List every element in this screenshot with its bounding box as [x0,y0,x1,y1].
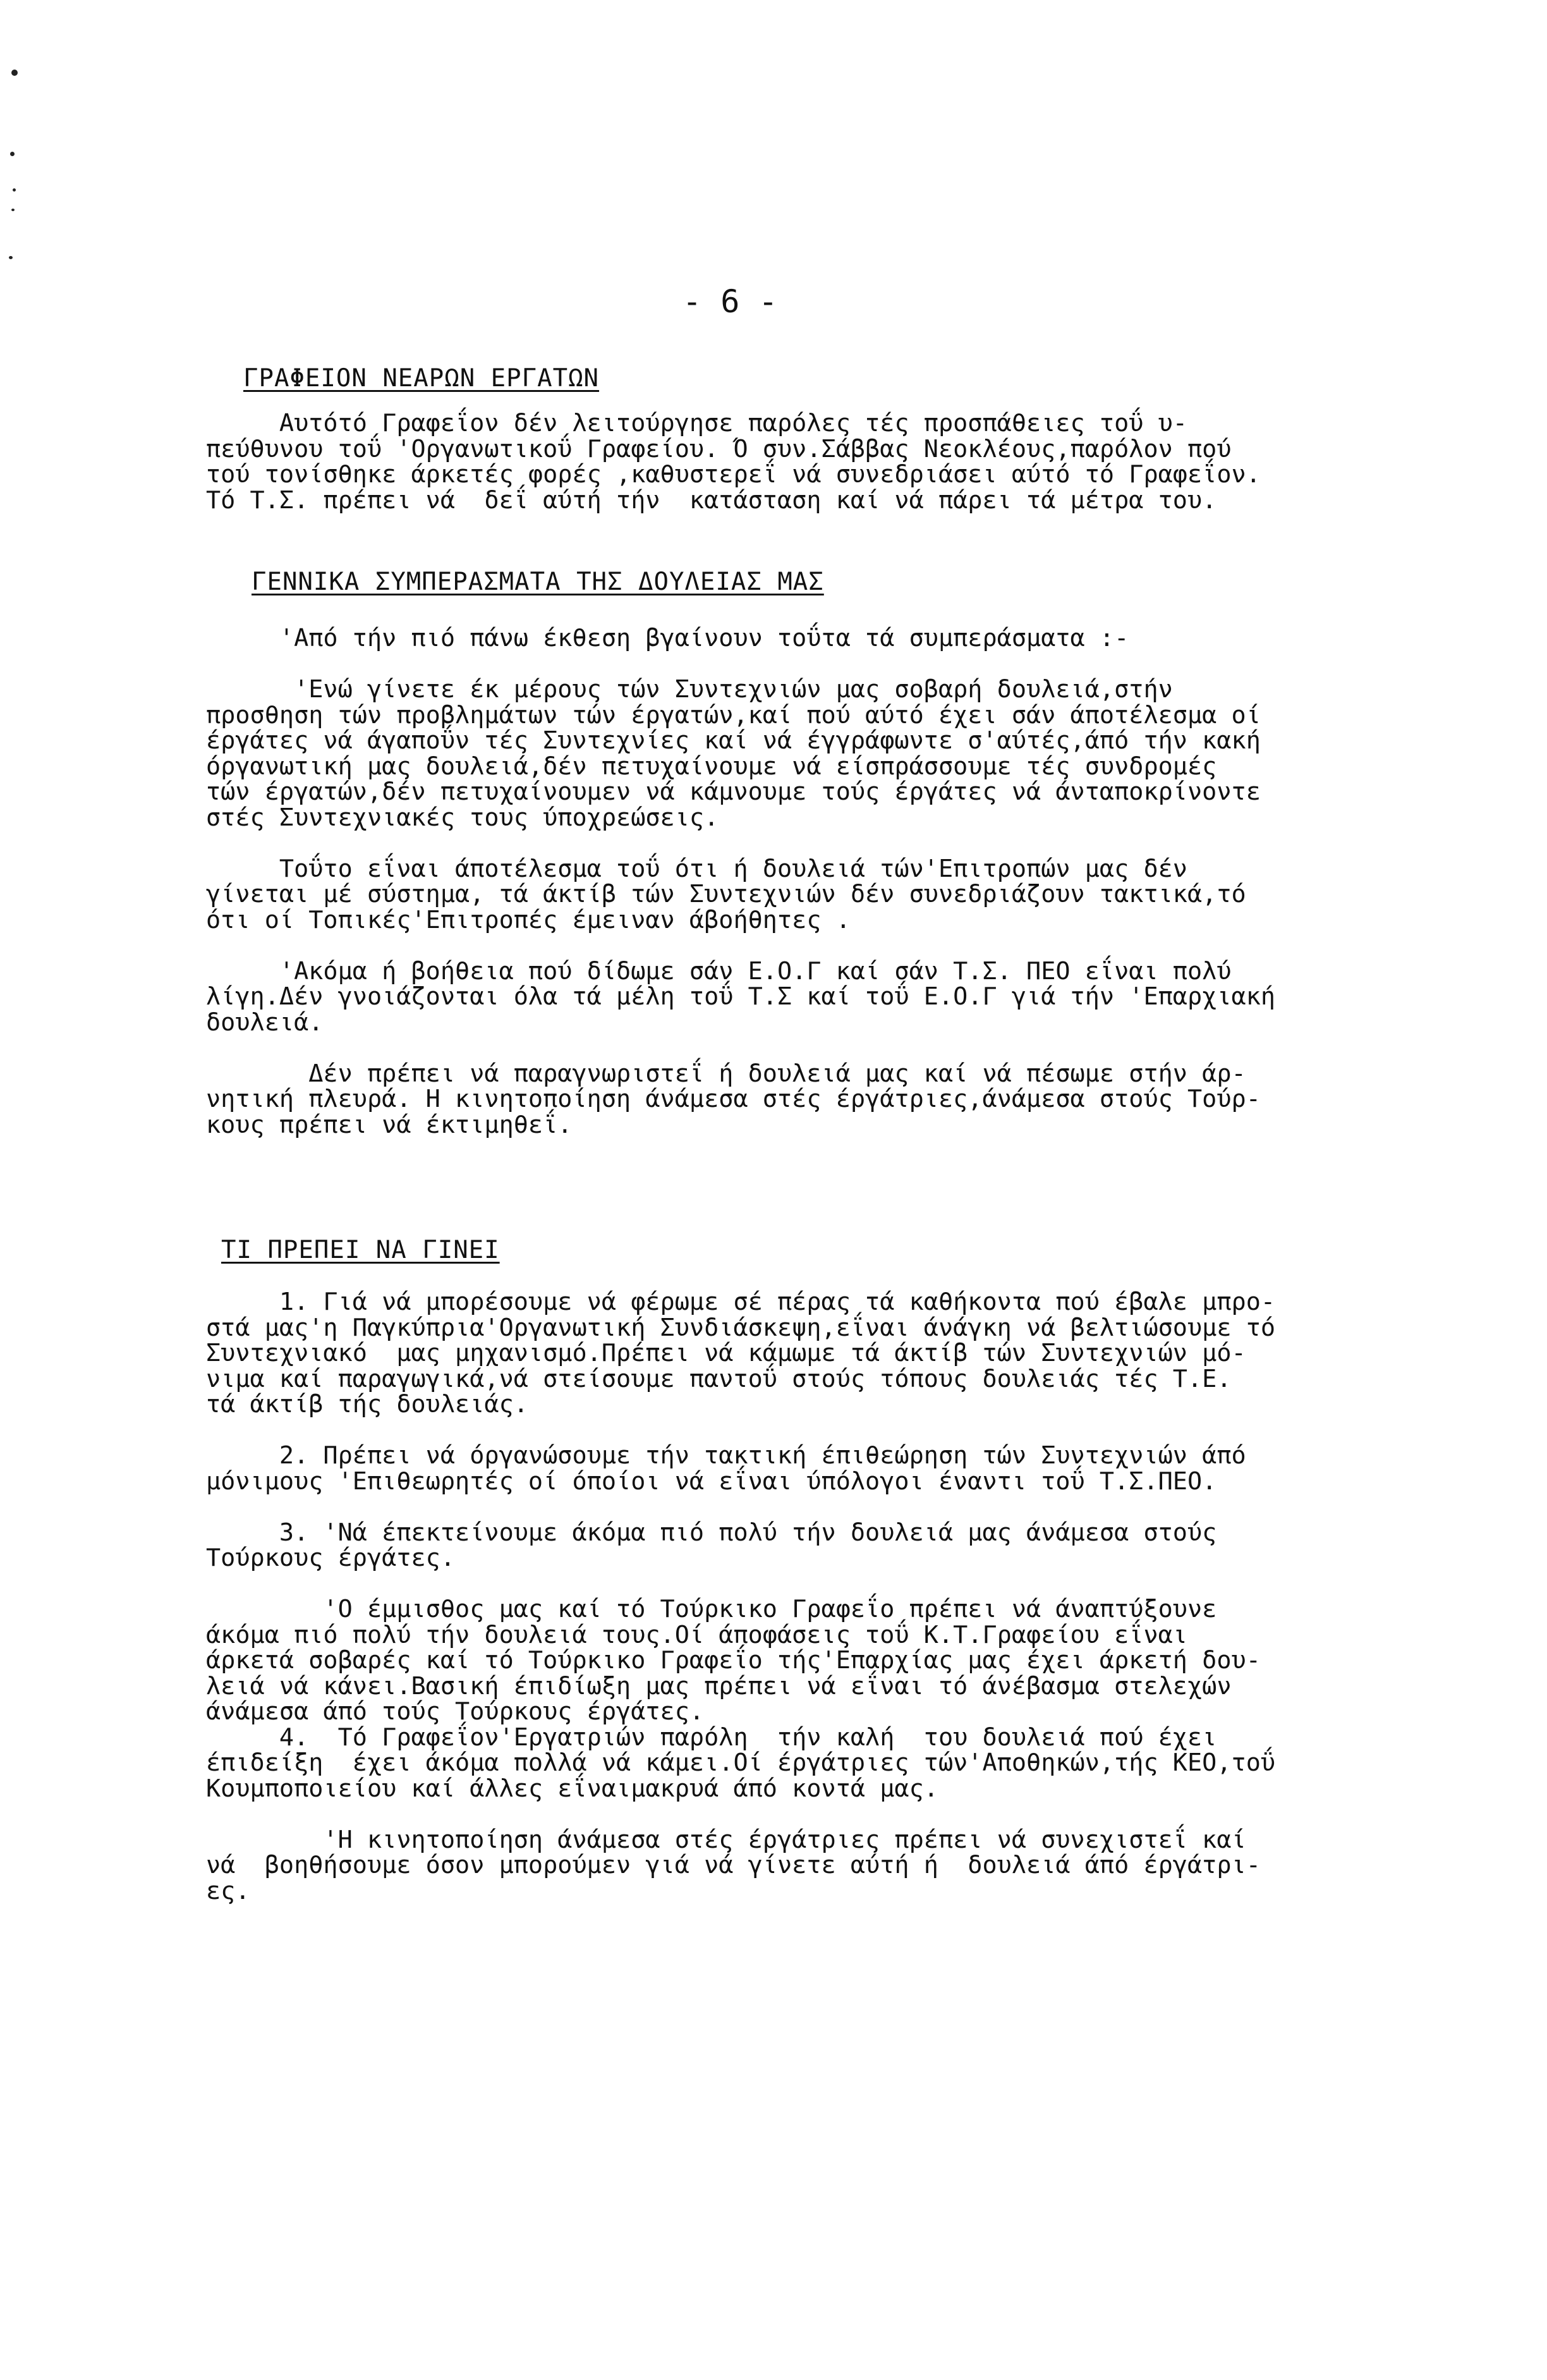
text-line: 2. Πρέπει νά όργανώσουμε τήν τακτική έπιθεώρηση τών Συντεχνιών άπό [206,1441,1246,1470]
text-line: 'Από τήν πιό πάνω έκθεση βγαίνουν τοΰτα τά συμπεράσματα :- [206,624,1129,652]
text-line: τού τονίσθηκε άρκετές φορές ,καθυστερεΐ νά συνεδριάσει αύτό τό Γραφεΐον. [206,460,1261,489]
margin-speck [11,70,18,76]
text-line: Τούρκους έργάτες. [206,1544,456,1572]
page-number: - 6 - [682,283,778,320]
text-line: ες. [206,1876,250,1905]
text-line: έργάτες νά άγαποΰν τές Συντεχνίες καί νά έγγράφωντε σ'αύτές,άπό τήν κακή [206,726,1261,755]
text-line: τών έργατών,δέν πετυχαίνουμεν νά κάμνουμε τούς έργάτες νά άνταποκρίνοντε [206,778,1261,806]
text-line: Αυτότό Γραφεΐον δέν λειτούργησε παρόλες τές προσπάθειες τοΰ υ- [206,409,1187,437]
text-line: Συντεχνιακό μας μηχανισμό.Πρέπει νά κάμωμε τά άκτίβ τών Συντεχνιών μό- [206,1339,1246,1367]
text-line [206,1418,1419,1444]
section-body-young-workers [206,411,1419,513]
section-body-what-must-be-done [206,1290,1419,1904]
text-line: όργανωτική μας δουλειά,δέν πετυχαίνουμε νά είσπράσσουμε τές συνδρομές [206,752,1217,781]
text-line [206,1494,1419,1520]
text-line: 4. Τό Γραφεΐον'Εργατριών παρόλη τήν καλή του δουλειά πού έχει [206,1723,1217,1752]
text-line [206,1802,1419,1828]
text-line: 1. Γιά νά μπορέσουμε νά φέρωμε σέ πέρας τά καθήκοντα πού έβαλε μπρο- [206,1288,1276,1316]
text-line: 3. 'Νά έπεκτείνουμε άκόμα πιό πολύ τήν δουλειά μας άνάμεσα στούς [206,1518,1217,1547]
text-line: 'Ακόμα ή βοήθεια πού δίδωμε σάν Ε.Ο.Γ καί σάν Τ.Σ. ΠΕΟ εΐναι πολύ [206,956,1232,986]
text-line [206,1035,1419,1061]
text-line: έπιδείξη έχει άκόμα πολλά νά κάμει.Οί έργάτριες τών'Αποθηκών,τής ΚΕΟ,τοΰ [206,1748,1276,1777]
margin-speck [9,256,13,259]
text-line: δουλειά. [206,1008,324,1037]
text-line: στές Συντεχνιακές τους ύποχρεώσεις. [206,803,719,832]
text-line: 'Ενώ γίνετε έκ μέρους τών Συντεχνιών μας σοβαρή δουλειά,στήν [206,675,1173,704]
section-heading-young-workers: ΓΡΑΦΕΙΟΝ ΝΕΑΡΩΝ ΕΡΓΑΤΩΝ [243,364,600,393]
text-line: ότι οί Τοπικές'Επιτροπές έμειναν άβοήθητες . [206,905,851,934]
text-line [206,831,1419,857]
text-line [206,933,1419,959]
text-line: άρκετά σοβαρές καί τό Τούρκικο Γραφεΐο τής'Επαρχίας μας έχει άρκετή δου- [206,1646,1261,1675]
text-line: Κουμποποιείου καί άλλες εΐναιμακρυά άπό κοντά μας. [206,1774,938,1803]
text-line: μόνιμους 'Επιθεωρητές οί όποίοι νά εΐναι ύπόλογοι έναντι τοΰ Τ.Σ.ΠΕΟ. [206,1467,1217,1496]
text-line: πεύθυνου τοΰ 'Οργανωτικοΰ Γραφείου. Ό συν.Σάββας Νεοκλέους,παρόλον πού [206,434,1232,463]
text-line: Τό Τ.Σ. πρέπει νά δεΐ αύτή τήν κατάσταση καί νά πάρει τά μέτρα του. [206,485,1217,515]
text-line: 'Η κινητοποίηση άνάμεσα στές έργάτριες πρέπει νά συνεχιστεΐ καί [206,1825,1246,1854]
text-line: γίνεται μέ σύστημα, τά άκτίβ τών Συντεχνιών δέν συνεδριάζουν τακτικά,τό [206,880,1246,908]
section-heading-general-conclusions: ΓΕΝΝΙΚΑ ΣΥΜΠΕΡΑΣΜΑΤΑ ΤΗΣ ΔΟΥΛΕΙΑΣ ΜΑΣ [252,568,824,596]
text-line [206,1571,1419,1597]
text-line: Τοΰτο εΐναι άποτέλεσμα τοΰ ότι ή δουλειά τών'Επιτροπών μας δέν [206,854,1187,883]
section-heading-what-must-be-done: ΤΙ ΠΡΕΠΕΙ ΝΑ ΓΙΝΕΙ [221,1236,500,1264]
text-line: 'Ο έμμισθος μας καί τό Τούρκικο Γραφεΐο πρέπει νά άναπτύξουνε [206,1595,1217,1623]
text-line: νητική πλευρά. Η κινητοποίηση άνάμεσα στές έργάτριες,άνάμεσα στούς Τούρ- [206,1085,1261,1113]
text-line: τά άκτίβ τής δουλειάς. [206,1390,528,1419]
section-body-general-conclusions [206,626,1419,1138]
text-line: λειά νά κάνει.Βασική έπιδίωξη μας πρέπει νά εΐναι τό άνέβασμα στελεχών [206,1671,1232,1700]
margin-speck [13,188,16,192]
text-line: άκόμα πιό πολύ τήν δουλειά τους.Οί άποφάσεις τοΰ Κ.Τ.Γραφείου εΐναι [206,1620,1187,1649]
text-line: λίγη.Δέν γνοιάζονται όλα τά μέλη τοΰ Τ.Σ καί τοΰ Ε.Ο.Γ γιά τήν 'Επαρχιακή [206,982,1276,1011]
text-line: κους πρέπει νά έκτιμηθεΐ. [206,1110,573,1139]
text-line: νιμα καί παραγωγικά,νά στείσουμε παντοΰ στούς τόπους δουλειάς τές Τ.Ε. [206,1364,1232,1393]
margin-speck [10,152,15,156]
text-line: άνάμεσα άπό τούς Τούρκους έργάτες. [206,1697,705,1726]
text-line: Δέν πρέπει νά παραγνωριστεΐ ή δουλειά μας καί νά πέσωμε στήν άρ- [206,1059,1246,1088]
text-line: προσθηση τών προβλημάτων τών έργατών,καί πού αύτό έχει σάν άποτέλεσμα οί [206,700,1261,729]
text-line [206,652,1419,678]
margin-speck [11,209,15,211]
text-line: στά μας'η Παγκύπρια'Οργανωτική Συνδιάσκεψη,εΐναι άνάγκη νά βελτιώσουμε τό [206,1313,1276,1342]
text-line: νά βοηθήσουμε όσον μπορούμεν γιά νά γίνετε αύτή ή δουλειά άπό έργάτρι- [206,1851,1261,1879]
